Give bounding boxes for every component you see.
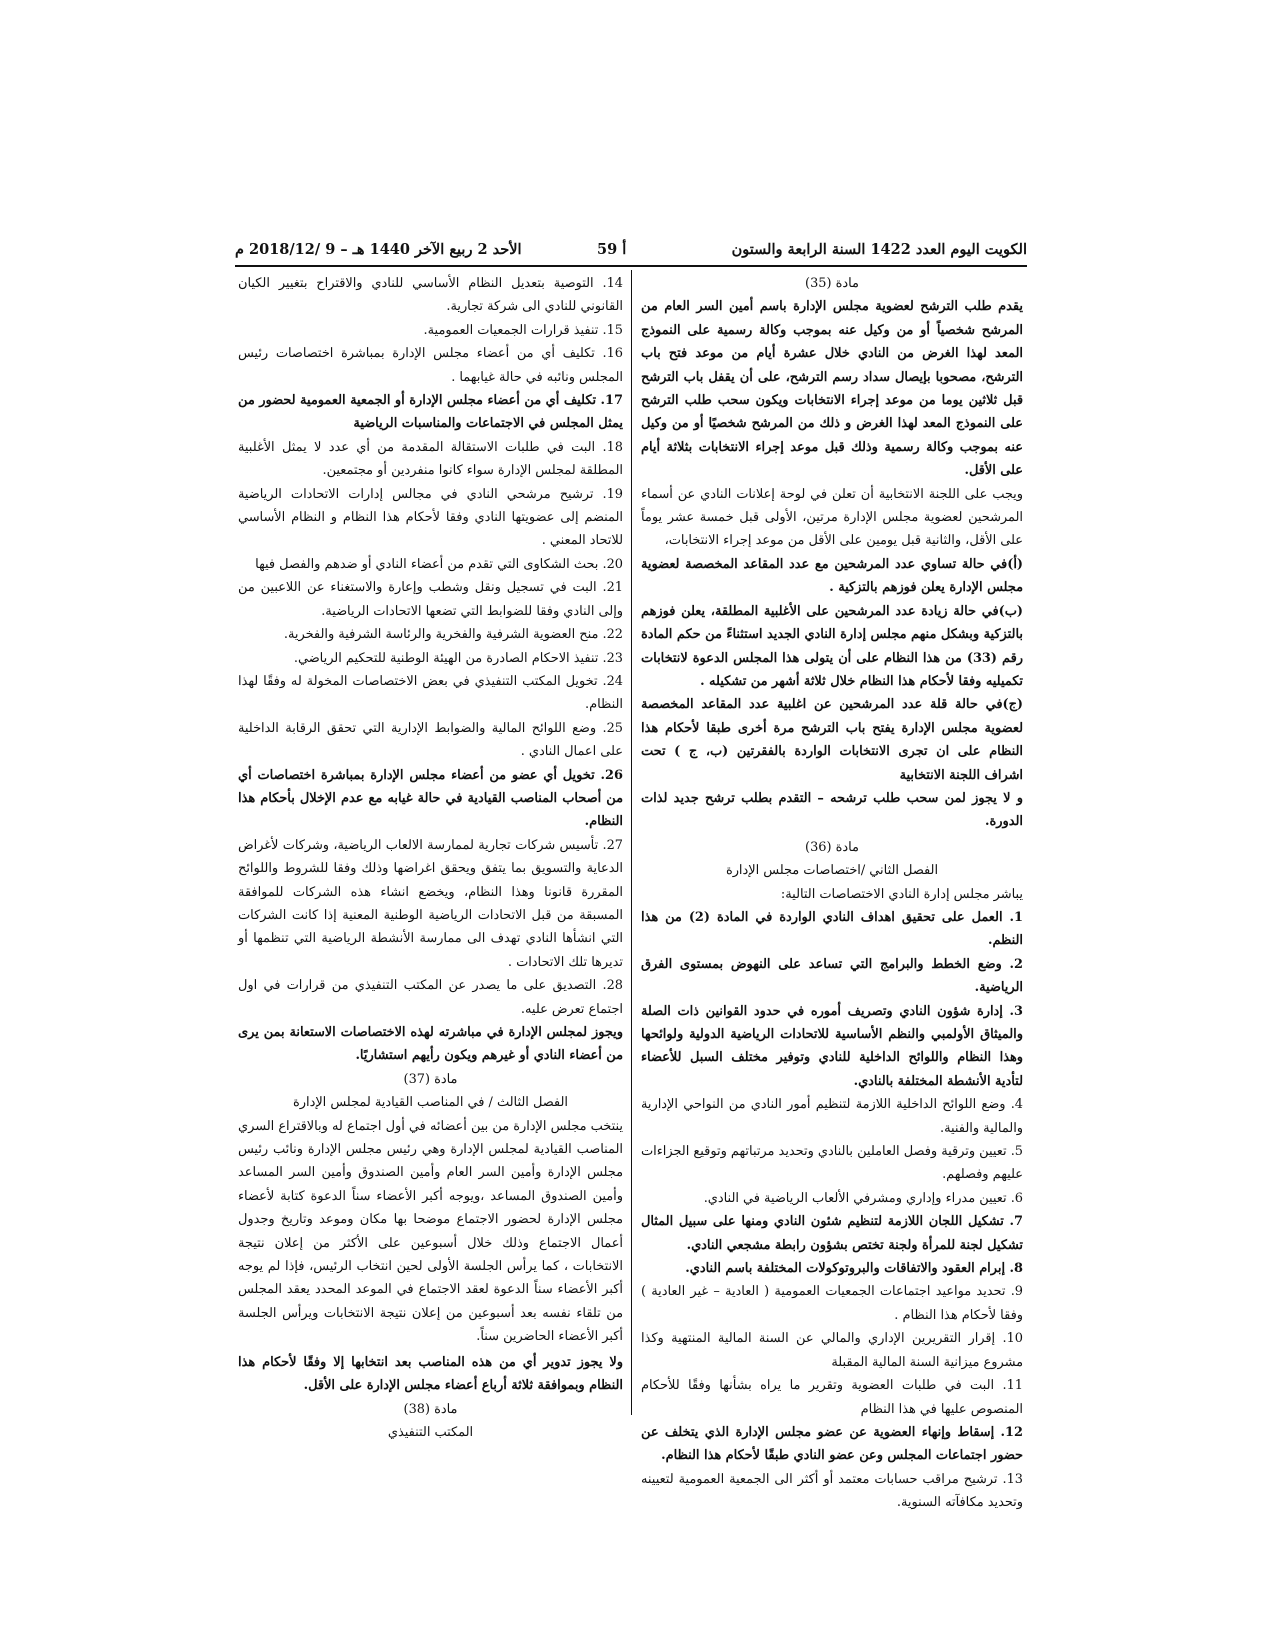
list-item: 22. منح العضوية الشرفية والفخرية والرئاسة الشرفية والفخرية. <box>283 627 623 643</box>
paragraph: (ج)في حالة قلة عدد المرشحين عن اغلبية عدد المقاعد المخصصة لعضوية مجلس الإدارة يفتح باب الترشح مرة أخرى طبقا لأحكام هذا النظام على ان تجرى الانتخابات الواردة بالفقرتين (ب، ج ) تحت اشراف اللجنة الانتخابية <box>641 697 1023 783</box>
list-item: 10. إقرار التقريرين الإداري والمالي عن السنة المالية المنتهية وكذا مشروع ميزانية السنة المالية المقبلة <box>641 1331 1023 1370</box>
paragraph: و لا يجوز لمن سحب طلب ترشحه – التقدم بطلب ترشح جديد لذات الدورة. <box>641 790 1023 830</box>
header-page-number: أ 59 <box>597 241 627 258</box>
list-item: 4. وضع اللوائح الداخلية اللازمة لتنظيم أمور النادي من النواحي الإدارية والمالية والفنية. <box>641 1097 1023 1136</box>
list-item: 7. تشكيل اللجان اللازمة لتنظيم شئون النادي ومنها على سبيل المثال تشكيل لجنة للمرأة ولجنة تختص بشؤون رابطة مشجعي النادي. <box>641 1214 1023 1253</box>
paragraph: يقدم طلب الترشح لعضوية مجلس الإدارة باسم أمين السر العام من المرشح شخصياً أو من وكيل عنه بموجب وكالة رسمية على النموذج المعد لهذا الغرض من النادي خلال عشرة أيام من موعد فتح باب الترشح، مصحوبا بإيصال سداد رسم الترشح، على أن يقفل باب الترشح قبل ثلاثين يوما من موعد إجراء الانتخابات ويكون سحب طلب الترشح على النموذج المعد لهذا الغرض و ذلك من المرشح شخصيًا أو من وكيل عنه بموجب وكالة رسمية وذلك قبل موعد إجراء الانتخابات بثلاثة أيام على الأقل. <box>641 299 1023 479</box>
section-heading: الفصل الثالث / في المناصب القيادية لمجلس الإدارة <box>293 1095 568 1111</box>
header-issue: الكويت اليوم العدد 1422 السنة الرابعة والستون <box>731 241 1027 258</box>
paragraph: ويجوز لمجلس الإدارة في مباشرته لهذه الاختصاصات الاستعانة بمن يرى من أعضاء النادي أو غيرهم ويكون رأيهم استشاريًا. <box>238 1025 623 1064</box>
list-item: 12. إسقاط وإنهاء العضوية عن عضو مجلس الإدارة الذي يتخلف عن حضور اجتماعات المجلس وعن عضو النادي طبقًا لأحكام هذا النظام. <box>641 1424 1023 1464</box>
list-item: 21. البت في تسجيل ونقل وشطب وإعارة والاستغناء عن اللاعبين من وإلى النادي وفقا للضوابط التي تضعها الاتحادات الرياضية. <box>238 580 623 619</box>
article-heading: مادة (37) <box>403 1071 458 1087</box>
right-column <box>641 272 1023 1515</box>
list-item: 5. تعيين وترقية وفصل العاملين بالنادي وتحديد مرتباتهم وتوقيع الجزاءات عليهم وفصلهم. <box>641 1144 1023 1183</box>
list-item: 8. إبرام العقود والاتفاقات والبروتوكولات المختلفة باسم النادي. <box>685 1261 1023 1277</box>
list-item: 1. العمل على تحقيق اهداف النادي الواردة في المادة (2) من هذا النظم. <box>641 909 1023 949</box>
header-date: الأحد 2 ربيع الآخر 1440 هـ – 9 /2018/12 م <box>235 241 522 258</box>
list-item: 3. إدارة شؤون النادي وتصريف أموره في حدود القوانين ذات الصلة والميثاق الأولمبي والنظم الأساسية للاتحادات الرياضية الدولية ولوائحها وهذا النظام واللوائح الداخلية للنادي وتوفير مختلف السبل للأعضاء لتأدية الأنشطة المختلفة بالنادي. <box>641 1003 1023 1089</box>
article-heading: مادة (38) <box>403 1401 458 1417</box>
section-heading: المكتب التنفيذي <box>387 1424 474 1440</box>
article-heading: مادة (36) <box>805 839 859 855</box>
column-divider <box>631 270 632 1415</box>
paragraph: ينتخب مجلس الإدارة من بين أعضائه في أول اجتماع له وبالاقتراع السري المناصب القيادية لمجلس الإدارة وهي رئيس مجلس الإدارة ونائب رئيس مجلس الإدارة وأمين السر العام وأمين الصندوق وأمين السر المساعد وأمين الصندوق المساعد ،ويوجه أكبر الأعضاء سناً الدعوة كتابة لأعضاء مجلس الإدارة لحضور الاجتماع موضحا بها مكان وموعد وتاريخ وجدول أعمال الاجتماع وذلك خلال أسبوعين على الأكثر من إعلان نتيجة الانتخابات ، كما يرأس الجلسة الأولى لحين انتخاب الرئيس، فإذا لم يوجه أكبر الأعضاء سناً الدعوة لعقد الاجتماع في الموعد المحدد يعقد المجلس من تلقاء نفسه بعد أسبوعين من إعلان نتيجة الانتخابات ويرأس الجلسة أكبر الأعضاء الحاضرين سناً. <box>238 1118 623 1345</box>
list-item: 13. ترشيح مراقب حسابات معتمد أو أكثر الى الجمعية العمومية لتعيينه وتحديد مكافآته السنوية. <box>641 1471 1023 1511</box>
list-item: 11. البت في طلبات العضوية وتقرير ما يراه بشأنها وفقًا للأحكام المنصوص عليها في هذا النظام <box>641 1378 1023 1417</box>
paragraph: ويجب على اللجنة الانتخابية أن تعلن في لوحة إعلانات النادي عن أسماء المرشحين لعضوية مجلس الإدارة مرتين، الأولى قبل خمسة عشر يوماً على الأقل، والثانية قبل يومين على الأقل من موعد إجراء الانتخابات، <box>641 486 1023 549</box>
list-item: 17. تكليف أي من أعضاء مجلس الإدارة أو الجمعية العمومية لحضور من يمثل المجلس في الاجتماعات والمناسبات الرياضية <box>238 393 623 432</box>
list-item: 27. تأسيس شركات تجارية لممارسة الالعاب الرياضية، وشركات لأغراض الدعاية والتسويق بما يتفق ويحقق اغراضها وذلك وفقا للشروط واللوائح المقررة قانونا وهذا النظام، ويخضع انشاء هذه الشركات للموافقة المسبقة من قبل الاتحادات الرياضية الوطنية المعنية إذا كانت الشركات التي انشأها النادي تهدف الى ممارسة الأنشطة الرياضية التي تنظمها أو تديرها تلك الاتحادات . <box>238 837 623 970</box>
list-item: 25. وضع اللوائح المالية والضوابط الإدارية التي تحقق الرقابة الداخلية على اعمال النادي . <box>238 720 623 760</box>
left-column <box>238 272 623 1444</box>
list-item: 6. تعيين مدراء وإداري ومشرفي الألعاب الرياضية في النادي. <box>703 1190 1023 1206</box>
list-item: 24. تخويل المكتب التنفيذي في بعض الاختصاصات المخولة له وفقًا لهذا النظام. <box>238 673 623 713</box>
list-item: 2. وضع الخطط والبرامج التي تساعد على النهوض بمستوى الفرق الرياضية. <box>641 956 1023 996</box>
list-item: 26. تخويل أي عضو من أعضاء مجلس الإدارة بمباشرة اختصاصات أي من أصحاب المناصب القيادية في حالة غيابه مع عدم الإخلال بأحكام هذا النظام. <box>238 767 623 830</box>
paragraph: يباشر مجلس إدارة النادي الاختصاصات التالية: <box>780 886 1023 902</box>
list-item: 9. تحديد مواعيد اجتماعات الجمعيات العمومية ( العادية – غير العادية ) وفقا لأحكام هذا النظام . <box>641 1284 1023 1323</box>
paragraph: (أ)في حالة تساوي عدد المرشحين مع عدد المقاعد المخصصة لعضوية مجلس الإدارة يعلن فوزهم بالتزكية . <box>641 556 1023 596</box>
paragraph: ولا يجوز تدوير أي من هذه المناصب بعد انتخابها إلا وفقًا لأحكام هذا النظام وبموافقة ثلاثة أرباع أعضاء مجلس الإدارة على الأقل. <box>238 1354 623 1394</box>
list-item: 18. البت في طلبات الاستقالة المقدمة من أي عدد لا يمثل الأغلبية المطلقة لمجلس الإدارة سواء كانوا منفردين أو مجتمعين. <box>238 439 623 479</box>
section-heading: الفصل الثاني /اختصاصات مجلس الإدارة <box>725 863 939 879</box>
header-divider <box>235 265 1027 267</box>
list-item: 14. التوصية بتعديل النظام الأساسي للنادي والاقتراح بتغيير الكيان القانوني للنادي الى شركة تجارية. <box>238 276 623 315</box>
list-item: 15. تنفيذ قرارات الجمعيات العمومية. <box>423 322 623 338</box>
list-item: 20. بحث الشكاوى التي تقدم من أعضاء النادي أو ضدهم والفصل فيها <box>255 556 623 572</box>
list-item: 23. تنفيذ الاحكام الصادرة من الهيئة الوطنية للتحكيم الرياضي. <box>293 650 623 666</box>
list-item: 16. تكليف أي من أعضاء مجلس الإدارة بمباشرة اختصاصات رئيس المجلس ونائبه في حالة غيابهما . <box>238 346 623 385</box>
list-item: 28. التصديق على ما يصدر عن المكتب التنفيذي من قرارات في اول اجتماع تعرض عليه. <box>238 978 623 1017</box>
list-item: 19. ترشيح مرشحي النادي في مجالس إدارات الاتحادات الرياضية المنضم إلى عضويتها النادي وفقا لأحكام هذا النظام و النظام الأساسي للاتحاد المعني . <box>238 486 623 549</box>
article-heading: مادة (35) <box>805 276 859 291</box>
paragraph: (ب)في حالة زيادة عدد المرشحين على الأغلبية المطلقة، يعلن فوزهم بالتزكية وبشكل منهم مجلس إدارة النادي الجديد استثناءً من حكم المادة رقم (33) من هذا النظام على أن يتولى هذا المجلس الدعوة لانتخابات تكميليه وفقا لأحكام هذا النظام خلال ثلاثة أشهر من تشكيله . <box>641 603 1023 689</box>
page-header <box>235 238 1027 264</box>
